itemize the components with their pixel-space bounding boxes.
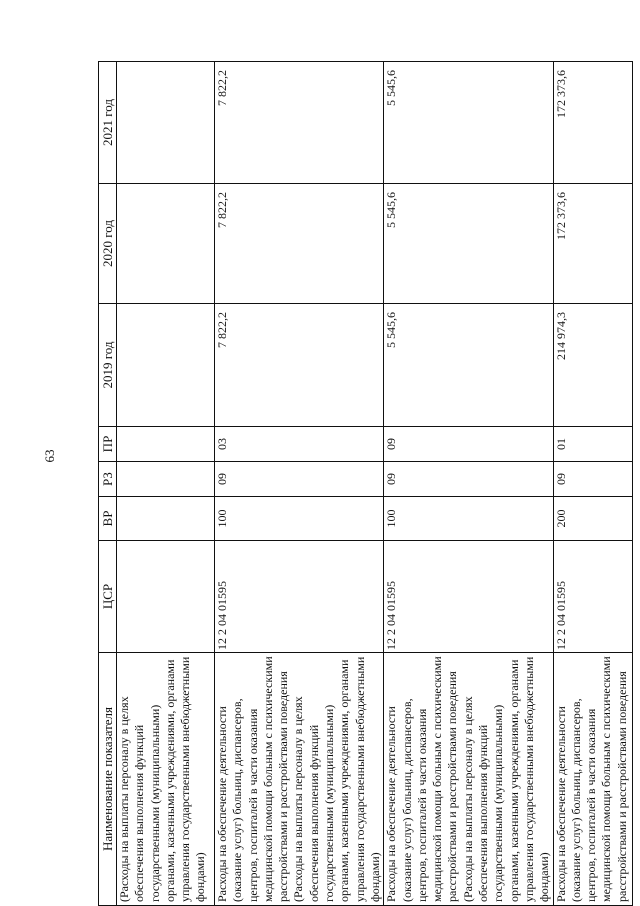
- row-rz: 09: [215, 462, 384, 497]
- row-2019: 5 545,6: [384, 304, 553, 427]
- row-2021: [117, 62, 215, 184]
- header-csr: ЦСР: [99, 541, 117, 653]
- row-vr: 100: [384, 497, 553, 541]
- row-rz: [117, 462, 215, 497]
- row-name: Расходы на обеспечение деятельности (оказание услуг) больниц, диспансеров, центров, госпиталей в части оказания медицинской помощи больным с психическими расстройствами и расстройствами поведения: [553, 653, 632, 906]
- rotated-table-frame: [98, 62, 629, 906]
- row-2019: [117, 304, 215, 427]
- row-vr: 100: [215, 497, 384, 541]
- row-pr: 03: [215, 427, 384, 462]
- table-row: [553, 62, 632, 906]
- row-vr: 200: [553, 497, 632, 541]
- table-row: [215, 62, 384, 906]
- row-rz: 09: [553, 462, 632, 497]
- row-2020: 172 373,6: [553, 184, 632, 304]
- header-2021: 2021 год: [99, 62, 117, 184]
- row-2019: 214 974,3: [553, 304, 632, 427]
- header-vr: ВР: [99, 497, 117, 541]
- header-2019: 2019 год: [99, 304, 117, 427]
- header-rz: РЗ: [99, 462, 117, 497]
- table-row: [384, 62, 553, 906]
- row-csr: 12 2 04 01595: [384, 541, 553, 653]
- row-pr: [117, 427, 215, 462]
- header-name: Наименование показателя: [99, 653, 117, 906]
- row-2019: 7 822,2: [215, 304, 384, 427]
- row-csr: [117, 541, 215, 653]
- row-csr: 12 2 04 01595: [553, 541, 632, 653]
- row-2021: 172 373,6: [553, 62, 632, 184]
- row-2021: 7 822,2: [215, 62, 384, 184]
- row-2021: 5 545,6: [384, 62, 553, 184]
- row-name: Расходы на обеспечение деятельности (оказание услуг) больниц, диспансеров, центров, госпиталей в части оказания медицинской помощи больным с психическими расстройствами и расстройствами поведения (Расходы на выплаты персоналу в целях обеспечения выполнения функций государственными (муниципальными) органами, казенными учреждениями, органами управления государственными внебюджетными фондами): [384, 653, 553, 906]
- row-rz: 09: [384, 462, 553, 497]
- row-2020: 7 822,2: [215, 184, 384, 304]
- row-2020: [117, 184, 215, 304]
- page-number: 63: [42, 449, 57, 463]
- expenditure-table: [98, 61, 633, 906]
- row-vr: [117, 497, 215, 541]
- table-header-row: [99, 62, 117, 906]
- header-2020: 2020 год: [99, 184, 117, 304]
- row-pr: 01: [553, 427, 632, 462]
- row-name: Расходы на обеспечение деятельности (оказание услуг) больниц, диспансеров, центров, госпиталей в части оказания медицинской помощи больным с психическими расстройствами и расстройствами поведения (Расходы на выплаты персоналу в целях обеспечения выполнения функций государственными (муниципальными) органами, казенными учреждениями, органами управления государственными внебюджетными фондами): [215, 653, 384, 906]
- row-csr: 12 2 04 01595: [215, 541, 384, 653]
- row-name: (Расходы на выплаты персоналу в целях обеспечения выполнения функций государственными (муниципальными) органами, казенными учреждениями, органами управления государственными внебюджетными фондами): [117, 653, 215, 906]
- header-pr: ПР: [99, 427, 117, 462]
- row-2020: 5 545,6: [384, 184, 553, 304]
- row-pr: 09: [384, 427, 553, 462]
- table-row: [117, 62, 215, 906]
